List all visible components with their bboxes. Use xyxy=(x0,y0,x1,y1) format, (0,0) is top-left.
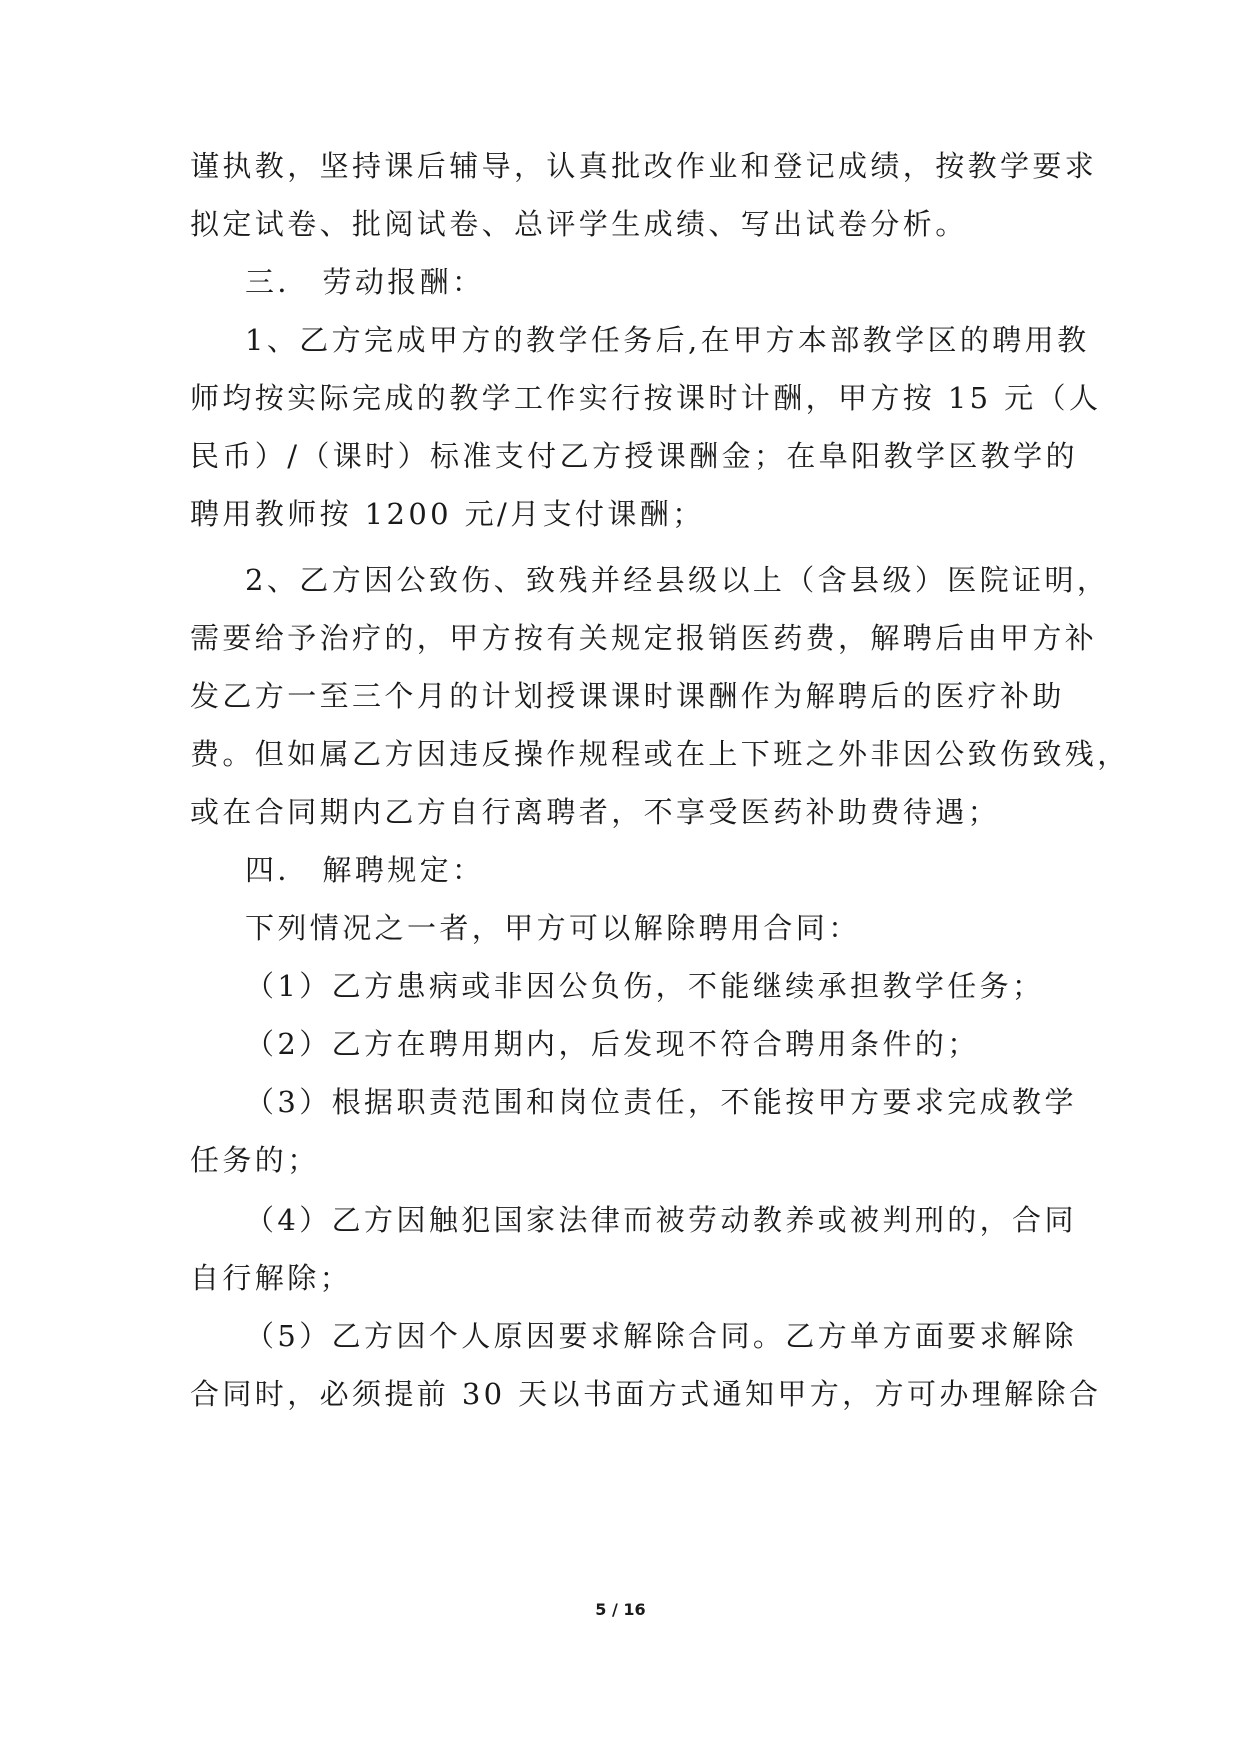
section-heading: 三． 劳动报酬： xyxy=(245,265,485,299)
text-line: 1、乙方完成甲方的教学任务后,在甲方本部教学区的聘用教 xyxy=(245,323,1090,357)
text-line: 谨执教，坚持课后辅导，认真批改作业和登记成绩，按教学要求 xyxy=(190,149,1098,183)
list-item: （4）乙方因触犯国家法律而被劳动教养或被判刑的，合同 xyxy=(245,1203,1077,1237)
text-line: 或在合同期内乙方自行离聘者，不享受医药补助费待遇； xyxy=(190,795,1001,829)
list-item: （1）乙方患病或非因公负伤，不能继续承担教学任务； xyxy=(245,969,1045,1003)
list-item: （5）乙方因个人原因要求解除合同。乙方单方面要求解除 xyxy=(245,1319,1077,1353)
text-line: 需要给予治疗的，甲方按有关规定报销医药费，解聘后由甲方补 xyxy=(190,621,1098,655)
text-line: 下列情况之一者，甲方可以解除聘用合同： xyxy=(245,911,861,945)
text-line: 发乙方一至三个月的计划授课课时课酬作为解聘后的医疗补助 xyxy=(190,679,1065,713)
list-item: （2）乙方在聘用期内，后发现不符合聘用条件的； xyxy=(245,1027,980,1061)
text-line: 费。但如属乙方因违反操作规程或在上下班之外非因公致伤致残， xyxy=(190,737,1130,771)
text-line: 2、乙方因公致伤、致残并经县级以上（含县级）医院证明， xyxy=(245,563,1110,597)
section-heading: 四． 解聘规定： xyxy=(245,853,485,887)
page-number: 5 / 16 xyxy=(595,1600,646,1619)
text-line: 自行解除； xyxy=(190,1261,353,1295)
text-line: 任务的； xyxy=(190,1143,320,1177)
text-line: 拟定试卷、批阅试卷、总评学生成绩、写出试卷分析。 xyxy=(190,207,968,241)
text-line: 民币）/（课时）标准支付乙方授课酬金；在阜阳教学区教学的 xyxy=(190,439,1078,473)
text-line: 聘用教师按 1200 元/月支付课酬； xyxy=(190,497,705,531)
text-line: 合同时，必须提前 30 天以书面方式通知甲方，方可办理解除合 xyxy=(190,1377,1102,1411)
list-item: （3）根据职责范围和岗位责任，不能按甲方要求完成教学 xyxy=(245,1085,1077,1119)
text-line: 师均按实际完成的教学工作实行按课时计酬，甲方按 15 元（人 xyxy=(190,381,1102,415)
